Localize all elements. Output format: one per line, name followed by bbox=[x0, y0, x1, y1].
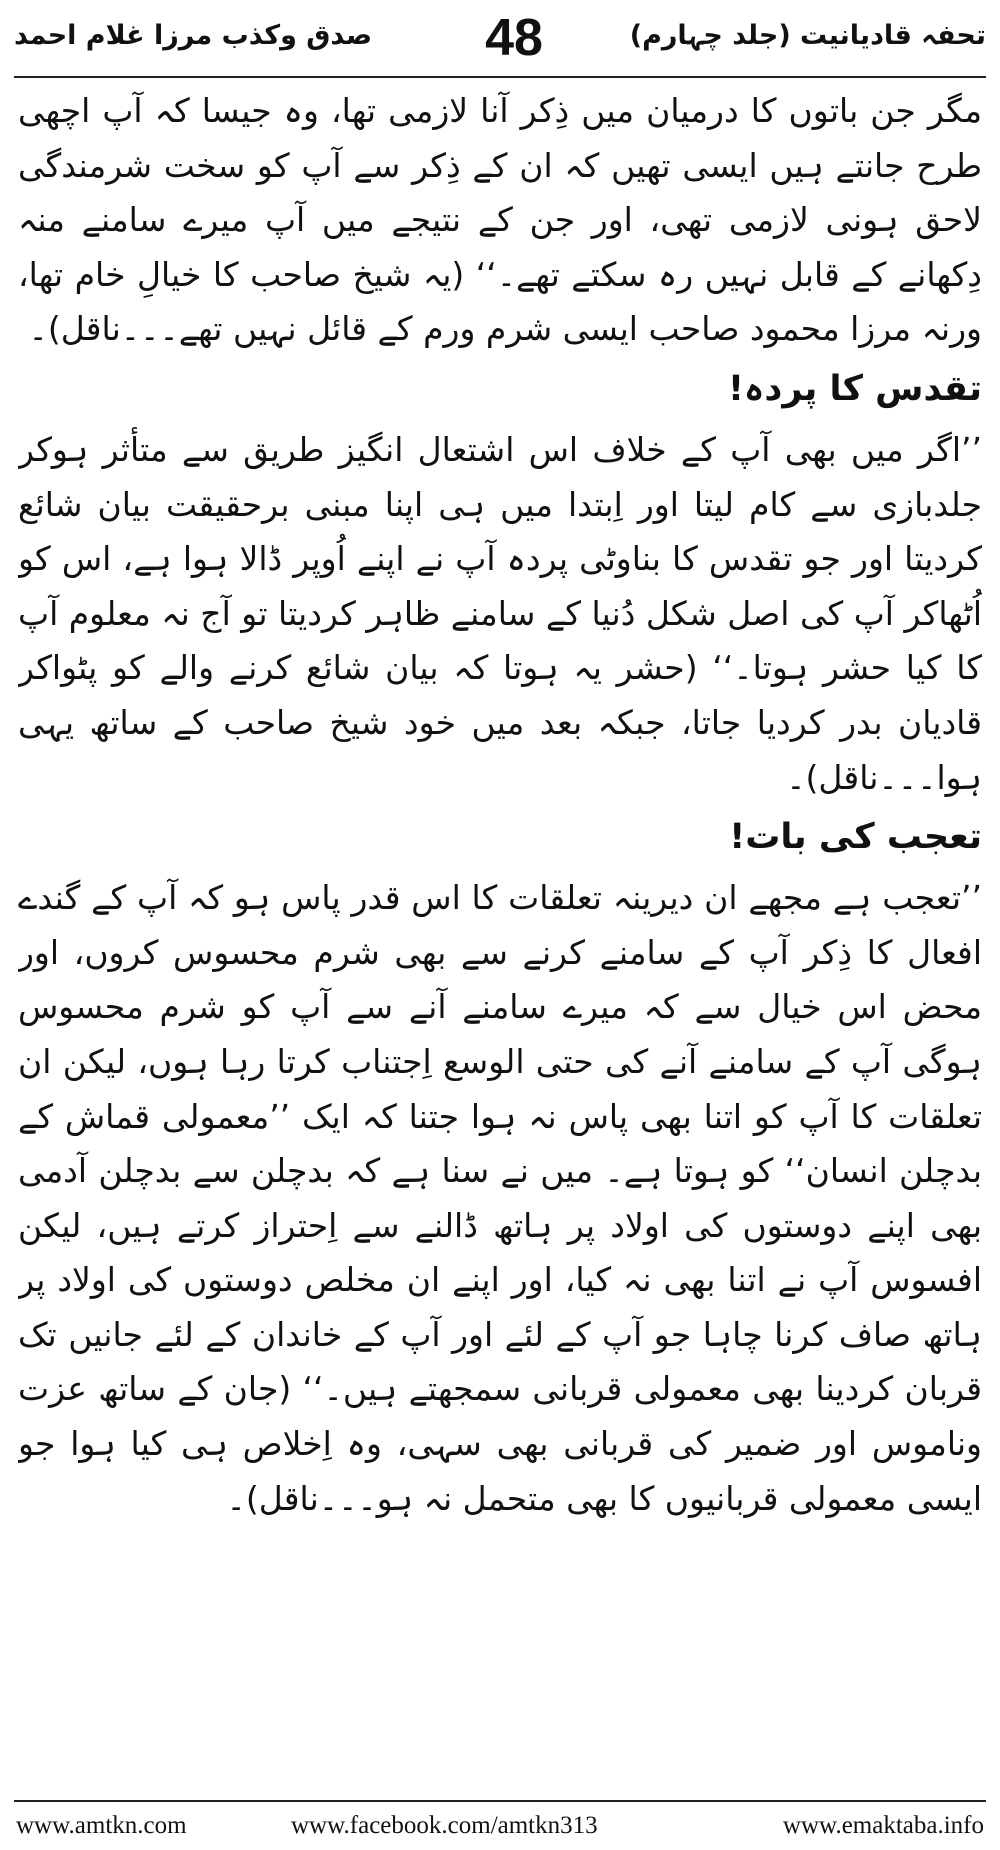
footer-link-amtkn[interactable]: www.amtkn.com bbox=[16, 1812, 187, 1839]
section-heading-veil-of-sanctity: تقدس کا پردہ! bbox=[727, 368, 982, 409]
paragraph-3: ’’تعجب ہے مجھے ان دیرینہ تعلقات کا اس قدر پاس ہو کہ آپ کے گندے افعال کا ذِکر آپ کے سامنے کرنے سے بھی شرم محسوس کروں، اور محض اس خیال سے کہ میرے سامنے آنے سے آپ کو شرم محسوس ہوگی آپ کے سامنے آنے کی حتی الوسع اِجتناب کرتا رہا ہوں، لیکن ان تعلقات کا آپ کو اتنا بھی پاس نہ ہوا جتنا کہ ایک ’’معمولی قماش کے بدچلن انسان‘‘ کو ہوتا ہے۔ میں نے سنا ہے کہ بدچلن سے بدچلن آدمی بھی اپنے دوستوں کی اولاد پر ہاتھ ڈالنے سے اِحتراز کرتے ہیں، لیکن افسوس آپ نے اتنا بھی نہ کیا، اور اپنے ان مخلص دوستوں کی اولاد پر ہاتھ صاف کرنا چاہا جو آپ کے لئے اور آپ کے خاندان کے لئے جانیں تک قربان کردینا بھی معمولی قربانی سمجھتے ہیں۔‘‘ (جان کے ساتھ عزت وناموس اور ضمیر کی قربانی بھی سہی، وہ اِخلاص ہی کیا ہوا جو ایسی معمولی قربانیوں کا بھی متحمل نہ ہو۔۔۔ناقل)۔ bbox=[18, 878, 982, 1518]
page-header bbox=[14, 6, 986, 76]
chapter-title: صدق وکذب مرزا غلام احمد bbox=[14, 20, 373, 51]
page-body bbox=[18, 84, 982, 1784]
paragraph-1: مگر جن باتوں کا درمیان میں ذِکر آنا لازمی تھا، وہ جیسا کہ آپ اچھی طرح جانتے ہیں ایسی تھیں کہ ان کے ذِکر سے آپ کو سخت شرمندگی لاحق ہونی لازمی تھی، اور جن کے نتیجے میں آپ میرے سامنے منہ دِکھانے کے قابل نہیں رہ سکتے تھے۔‘‘ (یہ شیخ صاحب کا خیالِ خام تھا، ورنہ مرزا محمود صاحب ایسی شرم ورم کے قائل نہیں تھے۔۔۔ناقل)۔ bbox=[18, 91, 982, 349]
footer-link-emaktaba[interactable]: www.emaktaba.info bbox=[782, 1812, 984, 1839]
paragraph-2: ’’اگر میں بھی آپ کے خلاف اس اشتعال انگیز طریق سے متأثر ہوکر جلدبازی سے کام لیتا اور اِبتدا میں ہی اپنا مبنی برحقیقت بیان شائع کردیتا اور جو تقدس کا بناوٹی پردہ آپ نے اپنے اُوپر ڈالا ہوا ہے، اس کو اُٹھاکر آپ کی اصل شکل دُنیا کے سامنے ظاہر کردیتا تو آج نہ معلوم آپ کا کیا حشر ہوتا۔‘‘ (حشر یہ ہوتا کہ بیان شائع کرنے والے کو پٹواکر قادیان بدر کردیا جاتا، جبکہ بعد میں خود شیخ صاحب کے ساتھ یہی ہوا۔۔۔ناقل)۔ bbox=[18, 429, 982, 797]
section-heading-matter-of-surprise: تعجب کی بات! bbox=[729, 817, 982, 858]
footer-divider bbox=[14, 1800, 986, 1802]
header-divider bbox=[14, 76, 986, 78]
book-title: تحفہ قادیانیت (جلد چہارم) bbox=[629, 20, 986, 51]
page-footer bbox=[16, 1812, 984, 1846]
footer-link-facebook[interactable]: www.facebook.com/amtkn313 bbox=[291, 1812, 598, 1839]
page-number: 48 bbox=[485, 9, 543, 67]
